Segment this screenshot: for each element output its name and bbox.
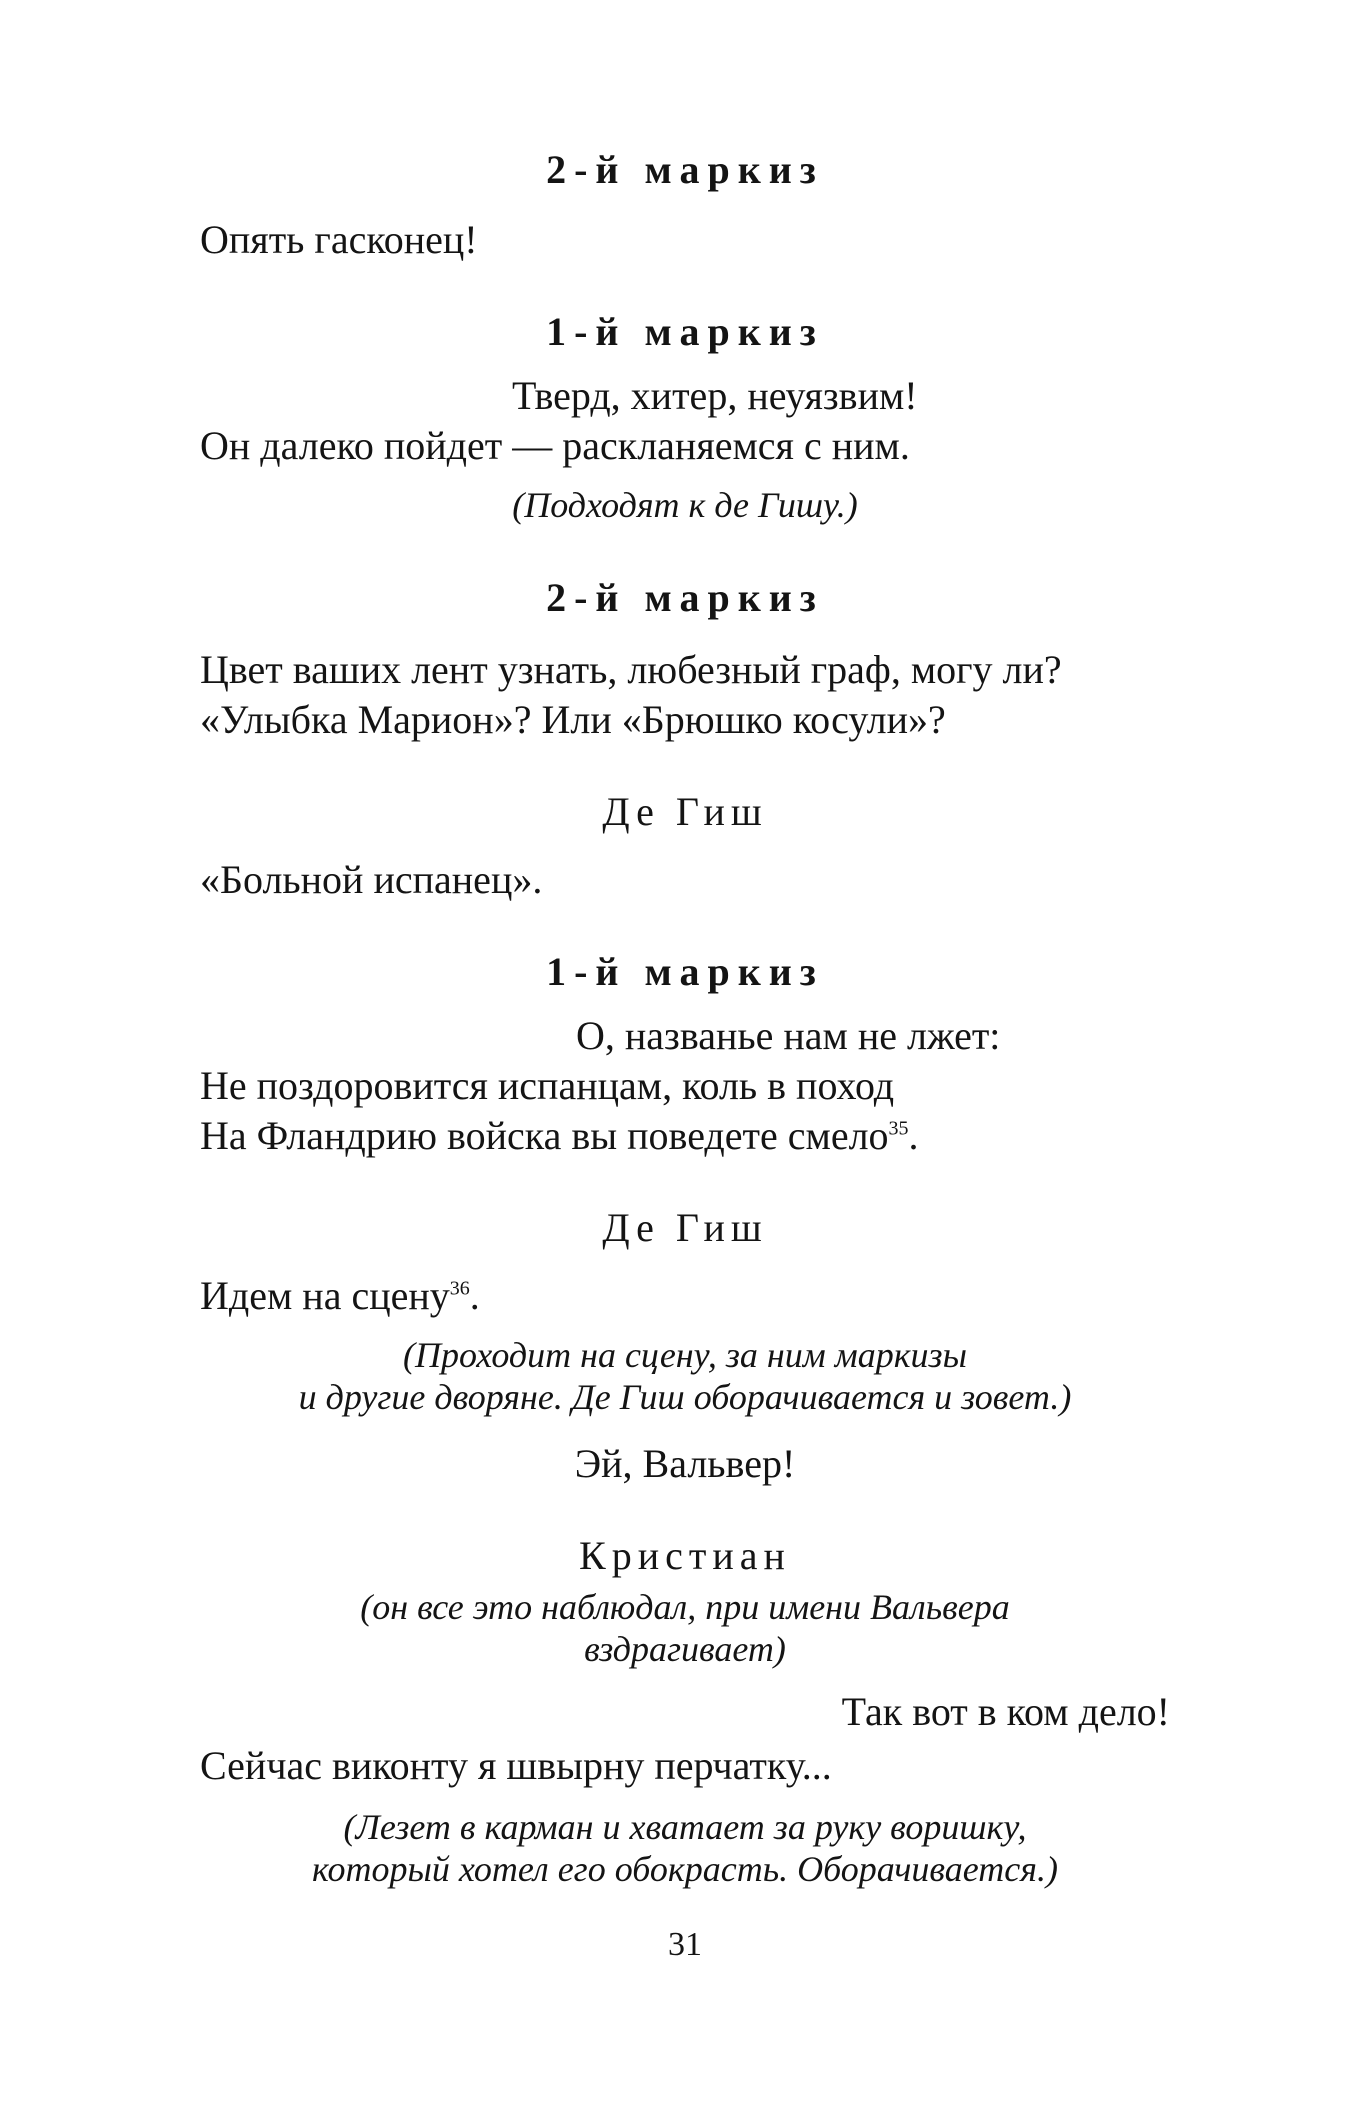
verse-line: Идем на сцену$^{36}$. <box>200 1273 480 1318</box>
stage-direction: (Проходит на сцену, за ним маркизы <box>403 1335 967 1375</box>
speaker-heading: 1-й маркиз <box>546 949 824 994</box>
verse-line: «Улыбка Марион»? Или «Брюшко косули»? <box>200 697 946 742</box>
verse-line: На Фландрию войска вы поведете смело$^{35}$. <box>200 1113 919 1158</box>
book-page <box>200 0 1170 2126</box>
verse-line: Опять гасконец! <box>200 217 478 262</box>
verse-line: О, названье нам не лжет: <box>576 1013 1001 1058</box>
speaker-heading: Де Гиш <box>602 789 768 834</box>
speaker-heading: Де Гиш <box>602 1205 768 1250</box>
verse-line: Эй, Вальвер! <box>574 1441 796 1486</box>
stage-direction: (он все это наблюдал, при имени Вальвера <box>360 1587 1010 1627</box>
speaker-heading: Кристиан <box>579 1533 791 1578</box>
verse-line: Так вот в ком дело! <box>841 1689 1170 1734</box>
verse-line: Он далеко пойдет — раскланяемся с ним. <box>200 423 910 468</box>
verse-line: Не поздоровится испанцам, коль в поход <box>200 1063 895 1108</box>
verse-line: «Больной испанец». <box>200 857 543 902</box>
footnote-marker: 35 <box>888 1117 909 1140</box>
stage-direction: вздрагивает) <box>584 1629 786 1669</box>
stage-direction: который хотел его обокрасть. Оборачивается.) <box>312 1849 1058 1889</box>
footnote-marker: 36 <box>449 1277 470 1300</box>
stage-direction: (Подходят к де Гишу.) <box>512 485 858 525</box>
page-number: 31 <box>668 1926 702 1963</box>
speaker-heading: 1-й маркиз <box>546 309 824 354</box>
verse-line: Цвет ваших лент узнать, любезный граф, могу ли? <box>200 647 1062 692</box>
speaker-heading: 2-й маркиз <box>546 575 824 620</box>
verse-line: Тверд, хитер, неуязвим! <box>512 373 918 418</box>
speaker-heading: 2-й маркиз <box>546 147 824 192</box>
stage-direction: и другие дворяне. Де Гиш оборачивается и зовет.) <box>298 1377 1072 1417</box>
verse-line: Сейчас виконту я швырну перчатку... <box>200 1743 832 1788</box>
stage-direction: (Лезет в карман и хватает за руку воришку, <box>343 1807 1027 1847</box>
